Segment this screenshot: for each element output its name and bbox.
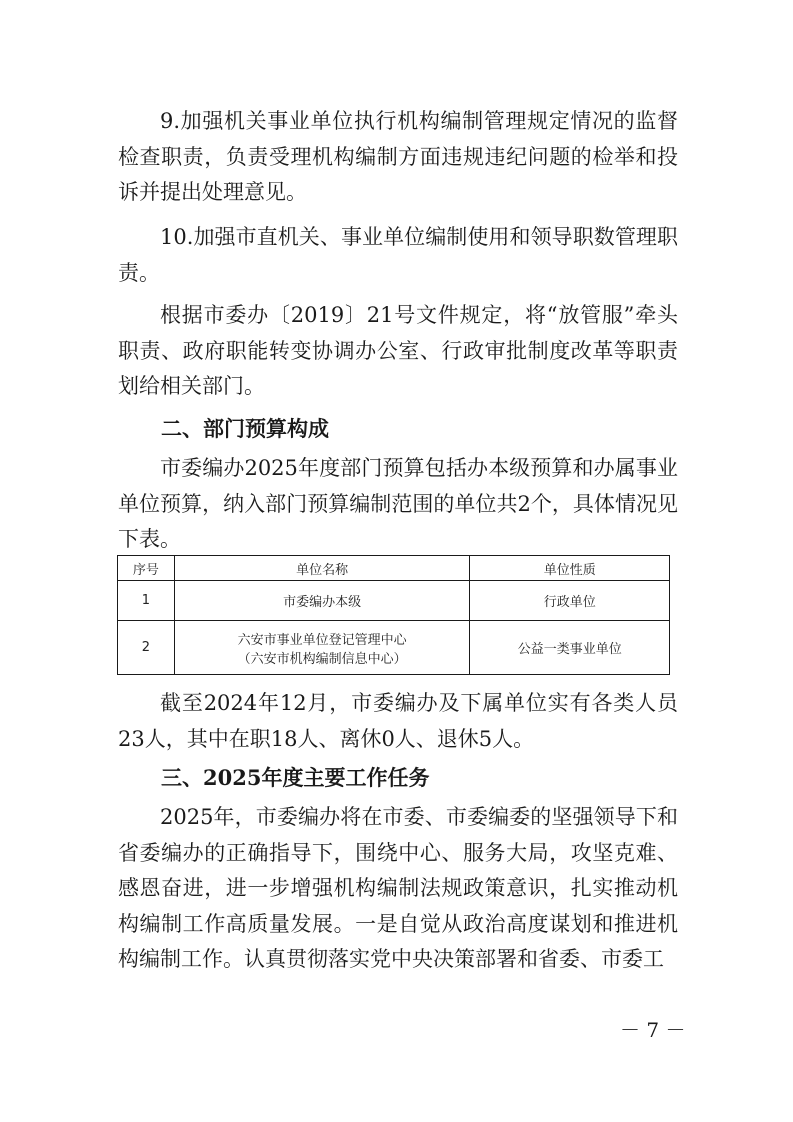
table-cell-nature: 行政单位 [470, 581, 670, 621]
paragraph-budget-intro: 市委编办2025年度部门预算包括办本级预算和办属事业单位预算，纳入部门预算编制范围的单位共2个，具体情况见下表。 [118, 456, 678, 551]
table-cell-name: 市委编办本级 [174, 581, 470, 621]
table-row [118, 621, 670, 675]
table-cell-name [174, 621, 470, 675]
table-header-nature: 单位性质 [470, 556, 670, 581]
table-header-name: 单位名称 [174, 556, 470, 581]
section-heading-budget-composition: 二、部门预算构成 [161, 417, 329, 441]
units-table [117, 555, 670, 675]
table-cell-nature: 公益一类事业单位 [470, 621, 670, 675]
paragraph-main-tasks: 2025年，市委编办将在市委、市委编委的坚强领导下和省委编办的正确指导下，围绕中心、服务大局，攻坚克难、感恩奋进，进一步增强机构编制法规政策意识，扎实推动机构编制工作高质量发展。一是自觉从政治高度谋划和推进机构编制工作。认真贯彻落实党中央决策部署和省委、市委工 [118, 805, 678, 971]
paragraph-item-9: 9.加强机关事业单位执行机构编制管理规定情况的监督检查职责，负责受理机构编制方面违规违纪问题的检举和投诉并提出处理意见。 [118, 109, 678, 204]
page-number: － 7 － [620, 1018, 686, 1042]
paragraph-staff-count: 截至2024年12月，市委编办及下属单位实有各类人员23人，其中在职18人、离休0人、退休5人。 [118, 691, 678, 751]
paragraph-item-10: 10.加强市直机关、事业单位编制使用和领导职数管理职责。 [118, 225, 678, 285]
table-header-row [118, 556, 670, 581]
table-cell-name-line1: 六安市事业单位登记管理中心 [237, 632, 407, 648]
table-cell-name-line2: （六安市机构编制信息中心） [237, 651, 407, 667]
table-row [118, 581, 670, 621]
table-cell-seq: 2 [118, 621, 175, 675]
table-header-seq: 序号 [118, 556, 175, 581]
table-cell-seq: 1 [118, 581, 175, 621]
paragraph-transfer: 根据市委办〔2019〕21号文件规定，将“放管服”牵头职责、政府职能转变协调办公室、行政审批制度改革等职责划给相关部门。 [118, 303, 678, 398]
section-heading-main-tasks: 三、2025年度主要工作任务 [161, 765, 430, 790]
